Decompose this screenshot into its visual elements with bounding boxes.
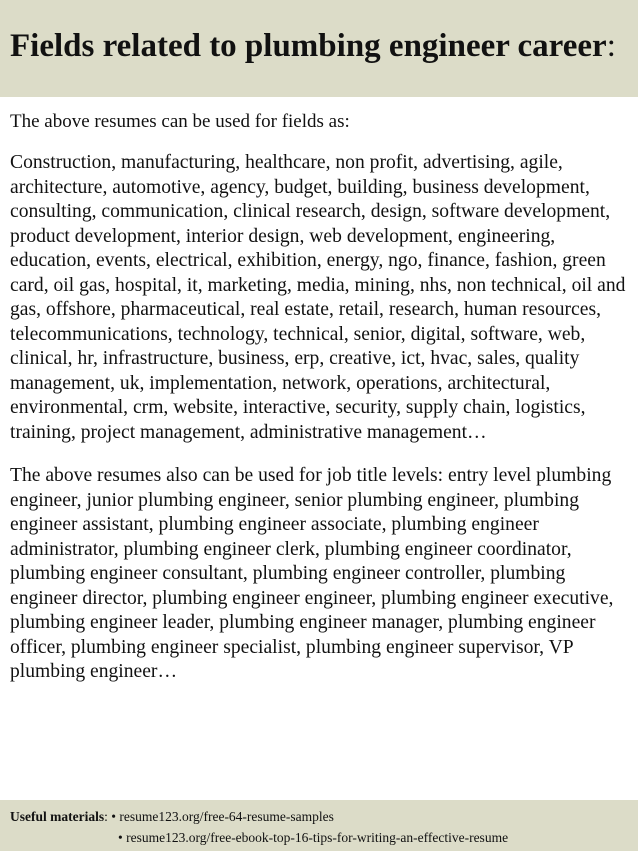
footer-link-ebook-tips[interactable]: • resume123.org/free-ebook-top-16-tips-for-writing-an-effective-resume <box>118 830 509 845</box>
useful-materials-label: Useful materials <box>10 809 105 824</box>
footer-row-second <box>118 827 508 848</box>
page-title-colon: : <box>606 28 616 64</box>
intro-text: The above resumes can be used for fields as: <box>10 111 350 132</box>
header-banner <box>0 0 638 97</box>
fields-paragraph: Construction, manufacturing, healthcare, non profit, advertising, agile, architecture, automotive, agency, budget, building, business development, consulting, communication, clinical research, design, software development, product development, interior design, web development, engineering, education, events, electrical, exhibition, energy, ngo, finance, fashion, green card, oil gas, hospital, it, marketing, media, mining, nhs, non technical, oil and gas, offshore, pharmaceutical, real estate, retail, research, human resources, telecommunications, technology, technical, senior, digital, software, web, clinical, hr, infrastructure, business, erp, creative, ict, hvac, sales, quality management, uk, implementation, network, operations, architectural, environmental, crm, website, interactive, security, supply chain, logistics, training, project management, administrative management… <box>10 152 626 443</box>
footer-banner <box>0 800 638 851</box>
page-title-text: Fields related to plumbing engineer career <box>10 28 607 64</box>
useful-materials-colon: : <box>104 809 112 824</box>
page-title <box>10 26 616 66</box>
footer-row-first <box>10 806 334 827</box>
footer-link-resume-samples[interactable]: • resume123.org/free-64-resume-samples <box>111 809 334 824</box>
job-levels-paragraph: The above resumes also can be used for job title levels: entry level plumbing engineer, junior plumbing engineer, senior plumbing engineer, plumbing engineer assistant, plumbing engineer associate, plumbing engineer administrator, plumbing engineer clerk, plumbing engineer coordinator, plumbing engineer consultant, plumbing engineer controller, plumbing engineer director, plumbing engineer engineer, plumbing engineer executive, plumbing engineer leader, plumbing engineer manager, plumbing engineer officer, plumbing engineer specialist, plumbing engineer supervisor, VP plumbing engineer… <box>10 465 614 682</box>
main-content <box>10 110 632 685</box>
